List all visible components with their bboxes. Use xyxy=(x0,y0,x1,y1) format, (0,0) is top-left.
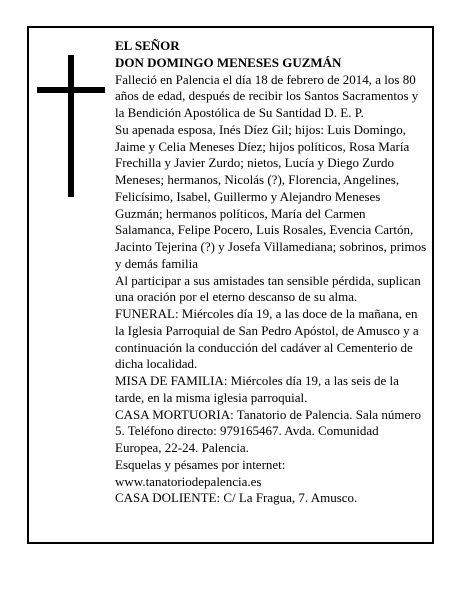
obituary-text xyxy=(115,38,427,507)
deceased-name: DON DOMINGO MENESES GUZMÁN xyxy=(115,54,342,70)
cross-horizontal-bar xyxy=(37,87,105,93)
funeral-info: FUNERAL: Miércoles día 19, a las doce de la mañana, en la Iglesia Parroquial de San Pedro Apóstol, de Amusco y a continuación la conducción del cadáver al Cementerio de dicha localidad. xyxy=(115,306,419,372)
mourning-house-info: CASA DOLIENTE: C/ La Fragua, 7. Amusco. xyxy=(115,490,358,506)
death-announcement: Falleció en Palencia el día 18 de febrero de 2014, a los 80 años de edad, después de recibir los Santos Sacramentos y la Bendición Apostólica de Su Santidad D. E. P. xyxy=(115,71,419,120)
family-list: Su apenada esposa, Inés Díez Gil; hijos: Luis Domingo, Jaime y Celia Meneses Díez; hijos políticos, Rosa María Frechilla y Javier Zurdo; nietos, Lucía y Diego Zurdo Meneses; hermanos, Nicolás (?), Florencia, Angelines, Felicísimo, Isabel, Guillermo y Alejandro Meneses Guzmán; hermanos políticos, María del Carmen Salamanca, Felipe Pocero, Luis Rosales, Evencia Cartón, Jacinto Tejerina (?) y Josefa Villamediana; sobrinos, primos y demás familia xyxy=(115,121,427,271)
heading-title: EL SEÑOR xyxy=(115,38,180,53)
latin-cross-icon xyxy=(37,55,105,197)
cross-vertical-bar xyxy=(68,55,74,197)
prayer-request: Al participar a sus amistades tan sensible pérdida, suplican una oración por el eterno descanso de su alma. xyxy=(115,272,421,305)
online-condolences: Esquelas y pésames por internet: www.tanatoriodepalencia.es xyxy=(115,456,286,489)
family-mass-info: MISA DE FAMILIA: Miércoles día 19, a las seis de la tarde, en la misma iglesia parroquial. xyxy=(115,373,399,405)
funeral-home-info: CASA MORTUORIA: Tanatorio de Palencia. Sala número 5. Teléfono directo: 979165467. Avda. Comunidad Europea, 22-24. Palencia. xyxy=(115,406,422,455)
